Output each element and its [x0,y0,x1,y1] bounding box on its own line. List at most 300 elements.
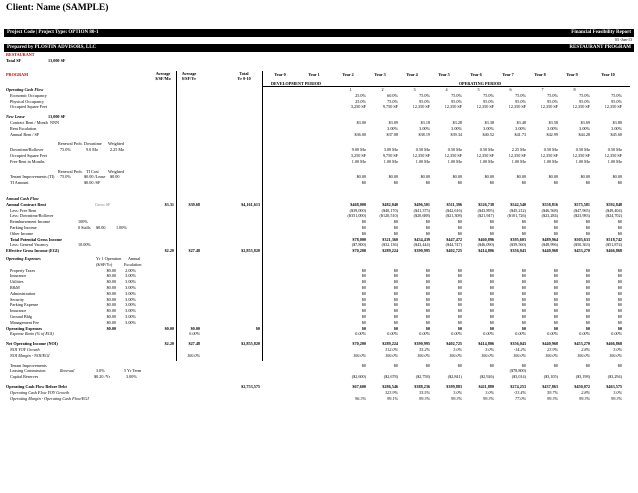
year-value: $0 [489,225,494,230]
year-value: 23.9% [547,347,558,352]
year-value: 75.0% [387,98,398,104]
year-value: $0 [617,219,622,225]
year-value: $0.00 [356,174,366,180]
year-value: $0 [457,296,462,302]
year-value: ($46,090) [477,242,494,248]
section-title: New Lease [6,114,25,120]
year-value: ($24,702) [605,213,622,219]
year-value: $0 [617,290,622,296]
avg-mo-value: $0.00 [164,325,174,331]
report-title: Financial Feasibility Report [571,30,631,35]
year-value: $0 [457,285,462,290]
year-value: $0 [617,230,622,236]
year-value: $0 [457,290,462,296]
year-value: ($78,800) [509,368,526,374]
row-note: NNN [50,120,60,125]
row-label: NOI Margin - NOI/EGI [10,352,50,358]
total-value: $2,753,575 [241,384,260,389]
opex-rate: $0.00 [106,314,116,319]
year-value: ($46,568) [541,207,558,213]
opex-escalation: 3.00% [125,279,136,285]
year-value: 12,350 SF [508,104,526,110]
year-value: $0 [393,362,398,368]
year-value: $0.00 [548,174,558,180]
year-value: $0 [585,362,590,368]
year-value: 0.00% [387,331,398,337]
project-code: Project Code | Project Type: OPTION 80-1 [7,30,99,35]
year-value: 9,750 SF [382,153,398,158]
year-value: ($47,965) [573,207,590,213]
opex-escalation: 3.00% [125,273,136,279]
year-value: 59.7% [547,389,558,395]
year-number: 7 [541,87,544,92]
total-value: $2,855,820 [241,341,260,347]
row-note: 2.25 Mo [110,147,125,153]
year-value: $0 [489,362,494,368]
year-value: $414,806 [478,341,494,347]
year-value: $0 [457,225,462,230]
year-value: $0 [489,279,494,285]
row-note: $0.20 /Yr [94,374,111,380]
year-value: 95.0% [611,98,622,104]
year-value: $40.52 [482,131,494,137]
row-label: Tenant Improvements (TI) [10,174,55,180]
year-value: $440,968 [542,341,558,347]
year-value: $70,200 [352,341,366,347]
year-value: $0 [553,230,558,236]
year-value: $0 [361,273,366,279]
year-value: $0 [521,230,526,236]
year-value: $0 [617,302,622,308]
year-value: $0 [521,362,526,368]
year-value: $0 [425,362,430,368]
year-value: $0 [553,279,558,285]
year-value: 1.00 Mo [351,158,366,164]
year-value: $0.00 [420,174,430,180]
year-value: $0 [361,325,366,331]
year-value: $437,863 [542,384,558,389]
year-value: $0 [585,267,590,273]
year-value: 35.2% [419,347,430,352]
year-value: $0 [393,230,398,236]
report-date: 03 -Jun-13 [614,37,632,42]
year-value: $289,224 [382,341,398,347]
year-value: ($51,874) [605,242,622,248]
year-value: $402,725 [446,341,462,347]
year-value: $0 [617,319,622,325]
year-value: 0.50 Mo [479,147,494,153]
year-value: $0 [425,296,430,302]
row-label: Leasing Commission [10,368,46,374]
year-value: 2.8% [581,347,590,352]
year-value: $0 [361,225,366,230]
lease-sf: 13,000 SF [48,114,66,120]
year-value: $37.08 [386,131,398,137]
year-value: $482,040 [382,201,398,207]
year-value: 1.00 Mo [479,158,494,164]
year-number: 8 [573,87,576,92]
year-value: 95.0% [483,98,494,104]
year-value: $3.80 [612,120,622,125]
year-value: $0 [425,225,430,230]
year-value: 12,350 SF [540,104,558,110]
year-value: $411,880 [478,384,494,389]
row-label: Insurance [10,273,27,279]
row-label: Operating Margin - Operating Cash Flow/EGI [10,395,89,401]
year-value: $0 [553,302,558,308]
year-value: $0 [361,319,366,325]
year-value: 0.00% [515,331,526,337]
year-value: $0 [425,302,430,308]
row-label: R&M [10,285,20,290]
year-value: ($23,284) [541,213,558,219]
year-value: $0 [521,219,526,225]
year-value: $0 [457,219,462,225]
row-note: 3.0% [96,368,105,374]
row-note: $0.00 [110,174,120,180]
year-value: $289,224 [382,248,398,254]
year-value: 1.00 Mo [511,158,526,164]
year-value: 1.00 Mo [543,158,558,164]
row-label: Property Taxes [10,267,36,273]
year-value: $0 [617,225,622,230]
year-value: $0 [585,290,590,296]
year-value: $0 [521,308,526,314]
avg-margin: 100.0% [187,352,200,358]
year-value: $0 [425,290,430,296]
year-value: $518,742 [606,236,622,242]
year-value: 96.3% [355,395,366,401]
year-value: 3.00% [483,125,494,131]
opex-escalation: 3.00% [125,319,136,325]
row-label: Less: Downtime/Rollover [10,213,54,219]
year-value: $0 [457,279,462,285]
year-value: $3.58 [548,120,558,125]
year-value: $0 [457,267,462,273]
year-value: $0 [553,308,558,314]
year-value: ($39,560) [509,242,526,248]
year-value: $0 [617,279,622,285]
year-value: 3.0% [485,389,494,395]
year-value: $466,868 [606,248,622,254]
year-value: $0 [585,225,590,230]
avg-mo-value: $2.20 [164,248,174,254]
year-header: Year 3 [374,72,386,77]
year-value: $36.00 [354,131,366,137]
col-head: ($/SF/Yr) [96,261,113,267]
year-value: $3.38 [484,120,494,125]
year-value: $0 [393,308,398,314]
year-value: ($32,136) [381,242,398,248]
year-value: $0.00 [516,174,526,180]
year-value: $3.09 [388,120,398,125]
year-value: 75.0% [579,92,590,98]
year-value: 0.50 Mo [543,147,558,153]
row-label: Operating Cash Flow YOY Growth [10,389,69,395]
row-note: Gross SF [95,201,111,207]
year-value: $395,603 [510,236,526,242]
opex-total-rate: $0.00 [106,325,116,331]
year-value: $0 [521,267,526,273]
row-note: $0.00 /Lease [84,174,106,180]
year-value: 95.0% [451,98,462,104]
year-header: Year 1 [308,72,320,77]
opex-escalation: 3.00% [125,290,136,296]
year-value: $463,575 [606,384,622,389]
program-title: RESTAURANT PROGRAM [569,45,631,50]
year-value: $70,200 [352,248,366,254]
year-value: 312.0% [385,347,398,352]
avg-yr-value: $27.48 [188,341,200,347]
year-header: Year 4 [406,72,418,77]
year-value: $0 [393,180,398,186]
year-value: $0 [489,267,494,273]
year-value: $0 [425,325,430,331]
year-value: 99.3% [547,395,558,401]
col-head: Escalation [124,261,142,267]
col-head: Weighted [108,141,124,147]
year-value: 75.0% [483,92,494,98]
year-value: $0 [553,314,558,319]
year-value: $0 [585,180,590,186]
year-value: $0 [489,180,494,186]
year-value: $0.00 [388,174,398,180]
year-value: 3.0% [453,389,462,395]
section-title: Operating Cash Flow [6,87,44,92]
year-value: 100.0% [609,352,622,358]
year-value: ($101,726) [507,213,526,219]
row-label: Effective Gross Income (EGI) [6,248,60,254]
year-value: 100.0% [577,352,590,358]
year-value: 95.0% [547,98,558,104]
row-label: Less: Free Rent [10,207,37,213]
year-value: $3.48 [516,120,526,125]
year-value: $0 [361,296,366,302]
year-value: $0 [585,319,590,325]
row-label: Reimbursement Income [10,219,51,225]
year-value: $0 [425,180,430,186]
total-header: Total Yr 0-10 [237,71,251,81]
row-note: 100% [78,219,88,225]
dev-period-label: DEVELOPMENT PERIOD [270,81,322,86]
year-value: 12,350 SF [508,153,526,158]
year-value: $0 [361,314,366,319]
year-value: 3.0% [613,347,622,352]
year-value: $3.28 [452,120,462,125]
year-value: $503,633 [574,236,590,242]
year-value: 9.00 Mo [351,147,366,153]
year-value: 0.50 Mo [447,147,462,153]
year-value: $0 [457,308,462,314]
year-value: $414,806 [478,248,494,254]
year-value: $468,000 [350,201,366,207]
year-number: 5 [477,87,480,92]
year-value: ($120,510) [379,213,398,219]
year-value: $0 [617,325,622,331]
year-value: $0 [425,285,430,290]
year-number: 4 [445,87,448,92]
year-value: $0 [585,273,590,279]
year-value: 3.00% [451,125,462,131]
year-value: $0 [489,219,494,225]
year-value: $0 [521,319,526,325]
year-value: ($2,926) [479,374,494,380]
year-value: $78,000 [352,236,366,242]
opex-rate: $0.00 [106,319,116,325]
avg-yr-header: Average $/SF/Yr [181,71,197,81]
year-value: $0 [617,296,622,302]
year-value: $466,868 [606,341,622,347]
year-value: $0 [617,267,622,273]
year-value: 3,250 SF [350,153,366,158]
total-value: $0 [255,325,260,331]
year-value: $0 [617,308,622,314]
row-note: 75.0% [60,174,71,180]
col-head: Weighted [108,168,124,174]
avg-yr-value: $27.48 [188,248,200,254]
year-value: ($50,363) [573,242,590,248]
year-value: $0 [489,314,494,319]
year-value: $0 [521,225,526,230]
year-value: -33.4% [513,389,526,395]
year-value: 12,350 SF [540,153,558,158]
row-note: 9.0 Mo [86,147,99,153]
total-value: $2,855,820 [241,248,260,254]
year-value: ($23,983) [573,213,590,219]
year-value: 25.0% [355,92,366,98]
year-value: 100.0% [449,352,462,358]
year-value: $0 [393,279,398,285]
row-note: $0.00 /SF [84,180,101,186]
row-label: Operating Expenses [6,325,42,331]
row-label: Utilities [10,279,24,285]
year-value: $0 [489,285,494,290]
row-note: 1.00% [116,225,127,230]
opex-rate: $0.00 [106,290,116,296]
year-value: 0.00% [579,331,590,337]
year-number: 3 [413,87,416,92]
row-note: 3.00% [126,374,137,380]
row-label: Downtime/Rollover [10,147,44,153]
year-value: $0 [457,314,462,319]
opex-escalation: 3.00% [125,296,136,302]
year-value: $0 [617,285,622,290]
year-value: $558,816 [542,201,558,207]
row-label: Annual Rent / SF [10,131,40,137]
year-value: 323.9% [385,389,398,395]
year-value: 12,350 SF [476,153,494,158]
year-value: $0 [553,219,558,225]
year-value: $0.00 [452,174,462,180]
row-label: Net Operating Income (NOI) [6,341,58,347]
year-value: 99.3% [419,395,430,401]
year-value: $45.60 [610,131,622,137]
year-value: $0 [457,230,462,236]
row-label: Capital Reserves [10,374,39,380]
year-value: 0.50 Mo [415,147,430,153]
year-value: 0.50 Mo [607,147,622,153]
year-value: $3.18 [420,120,430,125]
year-value: 3.00% [579,125,590,131]
year-value: $39.34 [450,131,462,137]
year-number: 6 [509,87,512,92]
year-value: $0 [553,296,558,302]
year-value: 1.00 Mo [607,158,622,164]
year-value: $0 [617,180,622,186]
year-value: ($2,758) [415,374,430,380]
year-value: $0 [617,273,622,279]
row-note: 75.0% [60,147,71,153]
year-value: $0 [521,290,526,296]
year-value: $390,995 [414,341,430,347]
opex-rate: $0.00 [106,279,116,285]
row-label: TI Amount [10,180,29,186]
year-value: 77.0% [515,395,526,401]
year-value: ($3,294) [607,374,622,380]
row-note: 0 Stalls [78,225,91,230]
year-value: $0 [361,279,366,285]
year-value: ($44,747) [445,242,462,248]
row-label: Other Income [10,230,34,236]
year-value: 3.00% [547,125,558,131]
year-value: 12,350 SF [604,104,622,110]
year-value: 100.0% [385,352,398,358]
opex-rate: $0.00 [106,308,116,314]
year-value: $0 [393,267,398,273]
opex-rate: $0.00 [106,285,116,290]
year-value: $0 [361,267,366,273]
row-label: Administration [10,290,36,296]
year-value: $0 [521,180,526,186]
col-head: TI Cost [86,168,99,174]
year-value: $0 [489,325,494,331]
year-value: 2.8% [581,389,590,395]
year-value: $0 [425,230,430,236]
year-value: 12,350 SF [444,153,462,158]
total-sf-label: Total SF [6,58,22,63]
year-value: 75.0% [451,92,462,98]
project-bar [4,29,634,37]
row-label: Management Fee [10,319,39,325]
year-value: $0 [361,308,366,314]
year-value: ($39,000) [349,207,366,213]
prepared-bar [4,44,634,52]
year-value: $0 [489,302,494,308]
year-value: $489,964 [542,236,558,242]
year-value: $0 [393,225,398,230]
year-value: $592,848 [606,201,622,207]
year-header: Year 2 [342,72,354,77]
opex-rate: $0.00 [106,273,116,279]
year-value: 3.00% [419,125,430,131]
year-value: $0 [361,302,366,308]
row-label: Annual Contract Rent [6,201,47,207]
year-value: ($42,616) [445,207,462,213]
row-label: Economic Occupancy [10,92,47,98]
year-value: 3,250 SF [350,104,366,110]
year-value: $0 [585,279,590,285]
col-head: Renewal Prob. [58,141,83,147]
row-label: Less: General Vacancy [10,242,49,248]
year-value: 35.5% [419,389,430,395]
year-value: 12,350 SF [412,153,430,158]
year-value: $0 [361,290,366,296]
row-label: Security [10,296,24,302]
row-label: Insurance [10,308,27,314]
year-value: $0 [457,325,462,331]
total-sf-value: 13,000 SF [48,58,66,63]
year-value: $0 [425,319,430,325]
